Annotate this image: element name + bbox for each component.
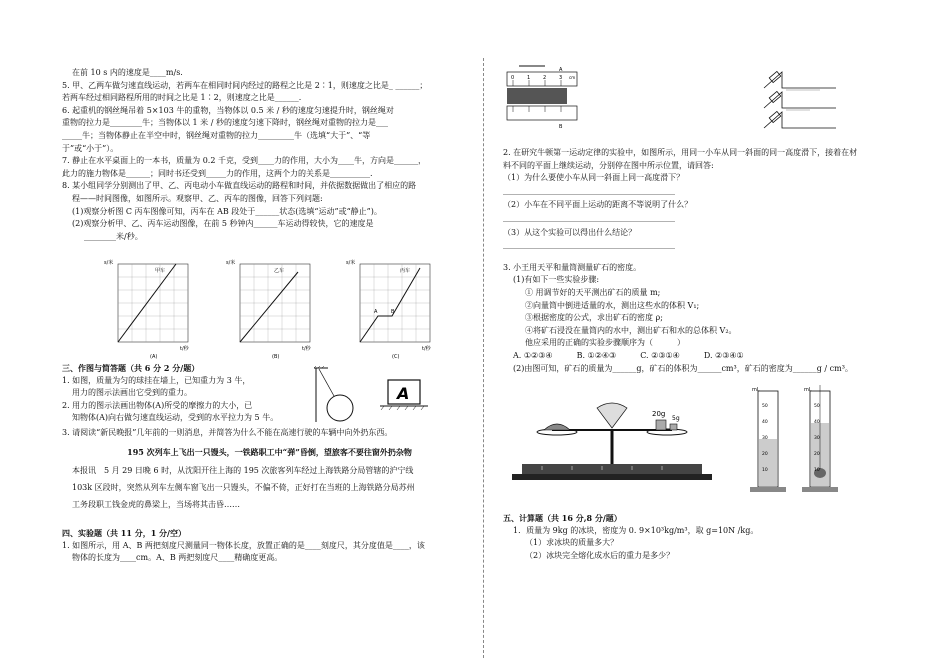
- q2b: 料不同的平面上继续运动，分别停在图中所示位置，请回答:: [503, 160, 714, 170]
- graph-c-label: (C): [392, 354, 400, 360]
- ruler-num-0: 0: [511, 75, 515, 81]
- q2-2: （2）小车在不同平面上运动的距离不等说明了什么？: [503, 200, 693, 210]
- option-b: B. ①②④③: [576, 350, 617, 360]
- line-1: 5. 甲、乙两车做匀速直线运动，若两车在相同时间内经过的路程之比是 2∶1，则速度之比是_ ______；: [62, 80, 428, 90]
- graph-b-title: 乙车: [274, 268, 285, 274]
- q3-c: (2)由图可知，矿石的质量为______g，矿石的体积为______cm³，矿石的密度为______g / cm³。: [513, 363, 853, 373]
- q3-b: 他应采用的正确的实验步骤顺序为（ ）: [525, 338, 685, 348]
- line-10: 程——时间图像，如图所示。观察甲、乙、丙车的图像，回答下列问题:: [72, 193, 323, 203]
- q4-1b: 物体的长度为____cm。A、B 两把刻度尺____精确度更高。: [72, 553, 283, 563]
- q3-2b: 知物体(A)向右做匀速直线运动，受到的水平拉力为 5 牛。: [72, 413, 279, 423]
- graph-a-xlabel: t/秒: [180, 346, 189, 352]
- q3-a: (1)有如下一些实验步骤:: [513, 275, 600, 285]
- q3: 3. 小王用天平和量筒测量矿石的密度。: [503, 262, 642, 272]
- cyl1-tick-40: 40: [762, 420, 768, 425]
- q3-3: 3. 请阅读“新民晚报”几年前的一则消息，并简答为什么不能在高速行驶的车辆中向外扔东西。: [62, 427, 393, 437]
- graph-c-xlabel: t/秒: [422, 346, 431, 352]
- cyl1-tick-50: 50: [762, 404, 768, 409]
- line-12: (2)观察分析甲、乙、丙车运动图像，在前 5 秒钟内______车运动得较快，它的速度是: [72, 219, 374, 229]
- cyl2-tick-30: 30: [814, 436, 820, 441]
- section-5: [503, 512, 893, 562]
- line-13: ________米/秒。: [84, 231, 143, 241]
- line-5: _____牛；当物体静止在半空中时，钢丝绳对重物的拉力_________牛（选填“大于”、“等: [62, 130, 371, 140]
- ruler-b-label: B: [559, 124, 563, 130]
- q5-1: 1．质量为 9kg 的冰块，密度为 0. 9×10³kg/m³，取 g=10N /kg。: [513, 525, 759, 535]
- cyl2-unit: mL: [804, 387, 812, 393]
- line-8: 此力的施力物体是______；同时书还受到_____力的作用，这两个力的关系是__________.: [62, 168, 373, 178]
- graph-a-ylabel: s/米: [104, 260, 114, 266]
- option-a: A. ①②③④: [513, 350, 553, 360]
- option-c: C. ②③①④: [640, 350, 680, 360]
- line-9: 8. 某小组同学分别测出了甲、乙、丙电动小车做直线运动的路程和时间，并依据数据做出了相应的路: [62, 181, 417, 191]
- cyl2-tick-10: 10: [814, 468, 820, 473]
- cylinder-2: [802, 385, 838, 492]
- balance-scale-figure: [512, 400, 712, 490]
- ruler-a-label: A: [559, 67, 563, 73]
- graph-c-ylabel: s/米: [346, 260, 356, 266]
- section5-title: 五、计算题（共 16 分,8 分/题）: [503, 513, 622, 523]
- q3-2: 2. 用力的图示法画出物体(A)所受的摩擦力的大小，已: [62, 400, 253, 410]
- block-a-figure: [380, 376, 430, 416]
- answer-line-2: ___________________________________________: [503, 212, 675, 222]
- weight-20g: 20g: [652, 410, 666, 418]
- q2-3: （3）从这个实验可以得出什么结论？: [503, 227, 637, 237]
- q2-1: （1）为什么要使小车从同一斜面上同一高度滑下？: [503, 173, 685, 183]
- graph-b-label: (B): [272, 354, 280, 360]
- q3-1b: 用力的图示法画出它受到的重力。: [72, 388, 192, 398]
- q4-1: 1. 如图所示，用 A、B 两把刻度尺测量同一物体长度，放置正确的是____刻度尺，其分度值是____，该: [62, 540, 425, 550]
- point-a: A: [374, 309, 378, 315]
- cyl1-tick-20: 20: [762, 452, 768, 457]
- cyl1-tick-30: 30: [762, 436, 768, 441]
- cyl2-tick-50: 50: [814, 404, 820, 409]
- graph-b: [226, 259, 312, 360]
- step-4: ④将矿石浸没在量筒内的水中，测出矿石和水的总体积 V₂。: [525, 325, 737, 335]
- rulers-figure: [503, 62, 583, 136]
- ruler-num-2: 2: [543, 75, 547, 81]
- graph-b-xlabel: t/秒: [302, 346, 311, 352]
- cyl2-tick-20: 20: [814, 452, 820, 457]
- graph-a-title: 甲车: [155, 268, 166, 274]
- line-4: 重物的拉力是________牛；当物体以 1 米 / 秒的速度匀速下降时，钢丝绳对重物的拉力是___: [62, 118, 388, 128]
- options-row: [503, 350, 893, 363]
- graduated-cylinders-figure: [738, 385, 858, 500]
- hanging-ball-figure: [312, 366, 372, 426]
- ruler-unit: cm: [569, 75, 576, 80]
- q2: 2. 在研究牛顿第一运动定律的实验中，如图所示，用同一小车从同一斜面的同一高度滑下，接着在材: [503, 148, 858, 157]
- cyl1-unit: mL: [752, 387, 760, 393]
- cyl1-tick-10: 10: [762, 468, 768, 473]
- answer-line-1: ___________________________________________: [503, 185, 675, 195]
- questions-5-8: [62, 67, 477, 243]
- graph-a-label: (A): [150, 354, 158, 360]
- news-line-3: 工务段职工钱金虎的鼻梁上，当场将其击昏……: [72, 500, 240, 510]
- q5-1b: （2）冰块完全熔化成水后的重力是多少？: [525, 550, 675, 560]
- column-divider: [483, 58, 484, 658]
- graph-c: [346, 259, 432, 360]
- line-11: (1)观察分析图 C 丙车图像可知，丙车在 AB 段处于______状态(选填“运动”或“静止”)。: [72, 206, 382, 216]
- ruler-num-1: 1: [527, 75, 531, 81]
- incline-figure: [760, 66, 840, 136]
- ruler-num-3: 3: [559, 75, 563, 81]
- distance-time-graphs: [92, 252, 452, 362]
- step-1: ① 用调节好的天平测出矿石的质量 m;: [525, 287, 661, 297]
- option-d: D. ②③④①: [703, 350, 744, 360]
- section4-title: 四、实验题（共 11 分，1 分/空）: [62, 528, 186, 539]
- cyl2-tick-40: 40: [814, 420, 820, 425]
- graph-c-title: 丙车: [400, 268, 411, 274]
- right-questions: [503, 147, 893, 375]
- news-title: 195 次列车上飞出一只馒头，一铁路职工中“弹”昏倒，望旅客不要往窗外扔杂物: [127, 446, 412, 457]
- q5-1a: （1）求冰块的质量多大？: [525, 538, 619, 548]
- news-line-1: 本报讯 5 月 29 日晚 6 时，从沈阳开往上海的 195 次旅客列车经过上海铁路分局管辖的沪宁线: [72, 466, 414, 476]
- point-b: B: [391, 309, 395, 315]
- line-7: 7. 静止在水平桌面上的一本书，质量为 0.2 千克，受到____力的作用，大小为____牛，方向是______，: [62, 156, 426, 166]
- line-3: 6. 起重机的钢丝绳吊着 5×103 牛的重物，当物体以 0.5 米 / 秒的速度匀速提升时，钢丝绳对: [62, 105, 394, 115]
- step-2: ②向量筒中倒进适量的水，测出这些水的体积 V₁;: [525, 300, 700, 310]
- q3-1: 1. 如图，质量为匀的球挂在墙上，已知重力为 3 牛，: [62, 375, 251, 385]
- line-0: 在前 10 s 内的速度是____m/s.: [72, 68, 183, 77]
- graph-a: [104, 259, 190, 360]
- cylinder-1: [750, 387, 786, 492]
- answer-line-3: ___________________________________________: [503, 240, 675, 250]
- line-6: 于”或“小于”）。: [62, 143, 119, 153]
- weight-5g: 5g: [672, 415, 680, 422]
- step-3: ③根据密度的公式，求出矿石的密度 ρ;: [525, 313, 663, 323]
- block-label: A: [397, 384, 410, 403]
- graph-b-ylabel: s/米: [226, 260, 236, 266]
- news-line-2: 103k 区段时，突然从列车左侧车窗飞出一只馒头，不偏不倚，正好打在当班的上海铁路分局苏州: [72, 483, 415, 493]
- line-2: 若两车经过相同路程所用的时间之比是 1∶2，则速度之比是______.: [62, 93, 302, 103]
- section3-title: 三、作图与简答题（共 6 分 2 分/题）: [62, 363, 200, 373]
